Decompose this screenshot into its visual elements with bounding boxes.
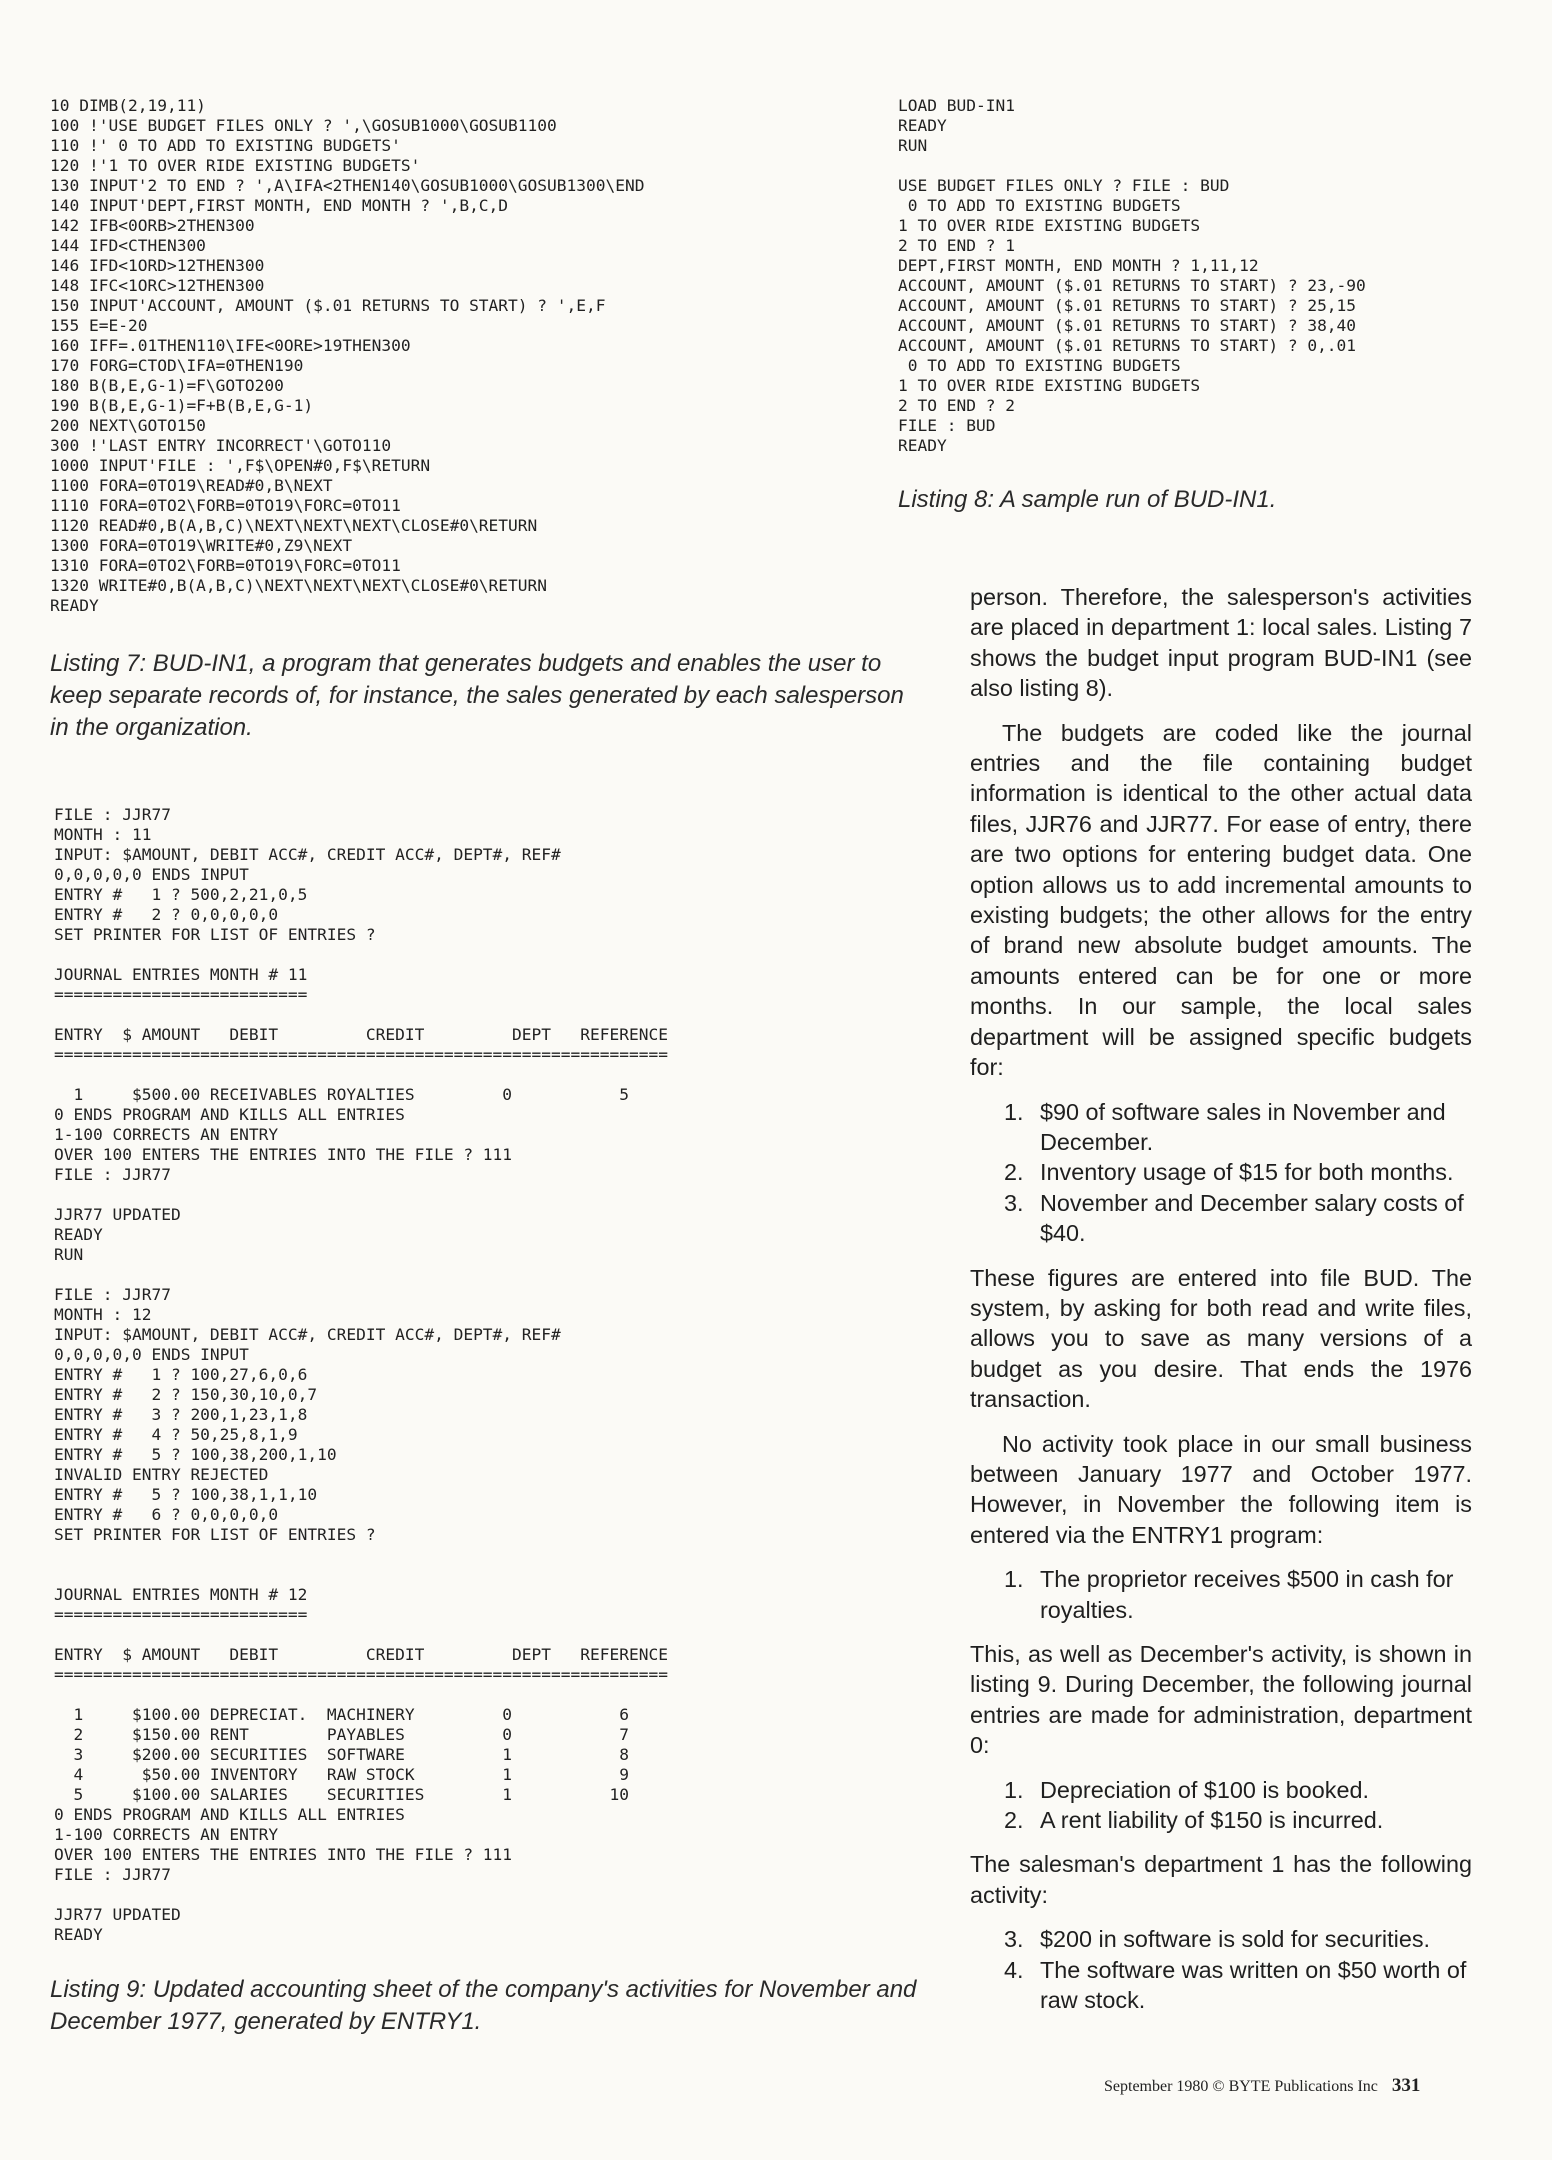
code-line: 146 IFD<1ORD>12THEN300 — [50, 256, 265, 275]
code-line: =============================================================== — [54, 1665, 668, 1684]
code-line: ENTRY # 2 ? 0,0,0,0,0 — [54, 905, 279, 924]
code-line: FILE : JJR77 — [54, 1165, 171, 1184]
code-line: 180 B(B,E,G-1)=F\GOTO200 — [50, 376, 284, 395]
list-item — [970, 1775, 1472, 1805]
code-line: JOURNAL ENTRIES MONTH # 12 — [54, 1585, 308, 1604]
code-line: 150 INPUT'ACCOUNT, AMOUNT ($.01 RETURNS TO START) ? ',E,F — [50, 296, 606, 315]
paragraph: The budgets are coded like the journal entries and the file containing budget information is identical to the other actual data files, JJR76 and JJR77. For ease of entry, there are two options for entering budget data. One option allows us to add incremental amounts to existing budgets; the other allows for the entry of brand new absolute budget amounts. The amounts entered can be for one or more months. In our sample, the local sales department will be assigned specific budgets for: — [970, 719, 1472, 1081]
page-number: 331 — [1391, 2075, 1421, 2096]
list-item-text: $90 of software sales in November and December. — [1040, 1098, 1446, 1155]
code-line: 1 $500.00 RECEIVABLES ROYALTIES 0 5 — [54, 1085, 629, 1104]
list-item — [970, 1564, 1472, 1625]
list-item-number: 3. — [1004, 1926, 1024, 1953]
list-item-number: 1. — [1004, 1776, 1024, 1803]
code-line: 1120 READ#0,B(A,B,C)\NEXT\NEXT\NEXT\CLOSE#0\RETURN — [50, 516, 538, 535]
code-line: 170 FORG=CTOD\IFA=0THEN190 — [50, 356, 304, 375]
list-item — [970, 1924, 1472, 1954]
code-line: 3 $200.00 SECURITIES SOFTWARE 1 8 — [54, 1745, 629, 1764]
november-list — [970, 1564, 1472, 1625]
code-line: 1-100 CORRECTS AN ENTRY — [54, 1825, 279, 1844]
listing-8-caption: Listing 8: A sample run of BUD-IN1. — [898, 486, 1277, 513]
code-line: 1 TO OVER RIDE EXISTING BUDGETS — [898, 376, 1201, 395]
code-line: ========================== — [54, 985, 308, 1004]
code-line: INVALID ENTRY REJECTED — [54, 1465, 269, 1484]
listing-9-caption: Listing 9: Updated accounting sheet of the company's activities for November and December 1977, generated by ENTRY1. — [50, 1976, 917, 2035]
code-line: 190 B(B,E,G-1)=F+B(B,E,G-1) — [50, 396, 314, 415]
code-line: ACCOUNT, AMOUNT ($.01 RETURNS TO START) ? 0,.01 — [898, 336, 1357, 355]
code-line: 160 IFF=.01THEN110\IFE<0ORE>19THEN300 — [50, 336, 411, 355]
code-line: OVER 100 ENTERS THE ENTRIES INTO THE FILE ? 111 — [54, 1145, 513, 1164]
list-item-number: 2. — [1004, 1159, 1024, 1186]
code-line: 0 ENDS PROGRAM AND KILLS ALL ENTRIES — [54, 1105, 405, 1124]
list-item-number: 2. — [1004, 1807, 1024, 1834]
code-line: 2 TO END ? 1 — [898, 236, 1015, 255]
list-item-text: The proprietor receives $500 in cash for royalties. — [1040, 1566, 1454, 1623]
list-item-number: 1. — [1004, 1098, 1024, 1125]
code-line: MONTH : 11 — [54, 825, 152, 844]
code-line: ENTRY # 5 ? 100,38,200,1,10 — [54, 1445, 337, 1464]
code-line: FILE : JJR77 — [54, 805, 171, 824]
list-item — [970, 1805, 1472, 1835]
code-line: 100 !'USE BUDGET FILES ONLY ? ',\GOSUB1000\GOSUB1100 — [50, 116, 557, 135]
code-line: 0,0,0,0,0 ENDS INPUT — [54, 1345, 249, 1364]
budget-list — [970, 1097, 1472, 1249]
code-line: ENTRY # 5 ? 100,38,1,1,10 — [54, 1485, 318, 1504]
code-line: 4 $50.00 INVENTORY RAW STOCK 1 9 — [54, 1765, 629, 1784]
code-line: =============================================================== — [54, 1045, 668, 1064]
list-item-text: November and December salary costs of $40. — [1040, 1189, 1464, 1247]
paragraph: No activity took place in our small business between January 1977 and October 1977. However, in November the following item is entered via the ENTRY1 program: — [970, 1430, 1472, 1548]
code-line: 1000 INPUT'FILE : ',F$\OPEN#0,F$\RETURN — [50, 456, 431, 475]
code-line: 0 TO ADD TO EXISTING BUDGETS — [898, 356, 1181, 375]
code-line: FILE : JJR77 — [54, 1865, 171, 1884]
code-line: MONTH : 12 — [54, 1305, 152, 1324]
code-line: ACCOUNT, AMOUNT ($.01 RETURNS TO START) ? 23,-90 — [898, 276, 1366, 295]
code-line: 200 NEXT\GOTO150 — [50, 416, 206, 435]
code-line: INPUT: $AMOUNT, DEBIT ACC#, CREDIT ACC#, DEPT#, REF# — [54, 845, 561, 864]
code-line: 0 TO ADD TO EXISTING BUDGETS — [898, 196, 1181, 215]
code-line: 2 $150.00 RENT PAYABLES 0 7 — [54, 1725, 629, 1744]
paragraph: This, as well as December's activity, is shown in listing 9. During December, the following journal entries are made for administration, department 0: — [970, 1641, 1472, 1759]
code-line: 110 !' 0 TO ADD TO EXISTING BUDGETS' — [50, 136, 401, 155]
code-line: ENTRY $ AMOUNT DEBIT CREDIT DEPT REFERENCE — [54, 1645, 668, 1664]
list-item-number: 1. — [1004, 1566, 1024, 1593]
code-line: 1 $100.00 DEPRECIAT. MACHINERY 0 6 — [54, 1705, 629, 1724]
paragraph: These figures are entered into file BUD. The system, by asking for both read and write files, allows you to save as many versions of a budget as you desire. That ends the 1976 transaction. — [970, 1264, 1472, 1413]
code-line: JOURNAL ENTRIES MONTH # 11 — [54, 965, 308, 984]
listing-9-code — [54, 805, 914, 1945]
code-line: READY — [898, 116, 947, 135]
code-line: 140 INPUT'DEPT,FIRST MONTH, END MONTH ? ',B,C,D — [50, 196, 509, 215]
code-line: ENTRY # 6 ? 0,0,0,0,0 — [54, 1505, 279, 1524]
list-item-text: Depreciation of $100 is booked. — [1040, 1776, 1369, 1803]
code-line: ENTRY # 1 ? 500,2,21,0,5 — [54, 885, 308, 904]
list-item — [970, 1955, 1472, 2016]
list-item-number: 3. — [1004, 1189, 1024, 1216]
code-line: 144 IFD<CTHEN300 — [50, 236, 206, 255]
code-line: ACCOUNT, AMOUNT ($.01 RETURNS TO START) ? 25,15 — [898, 296, 1357, 315]
code-line: USE BUDGET FILES ONLY ? FILE : BUD — [898, 176, 1230, 195]
code-line: 155 E=E-20 — [50, 316, 148, 335]
admin-activity-list — [970, 1775, 1472, 1836]
code-line: 10 DIMB(2,19,11) — [50, 96, 206, 115]
code-line: 2 TO END ? 2 — [898, 396, 1015, 415]
code-line: JJR77 UPDATED — [54, 1205, 181, 1224]
code-line: 1-100 CORRECTS AN ENTRY — [54, 1125, 279, 1144]
code-line: READY — [50, 596, 99, 615]
code-line: OVER 100 ENTERS THE ENTRIES INTO THE FILE ? 111 — [54, 1845, 513, 1864]
paragraph: person. Therefore, the salesperson's activities are placed in department 1: local sales. Listing 7 shows the budget input program BUD-IN1 (see also listing 8). — [970, 584, 1472, 702]
code-line: 1 TO OVER RIDE EXISTING BUDGETS — [898, 216, 1201, 235]
code-line: 0 ENDS PROGRAM AND KILLS ALL ENTRIES — [54, 1805, 405, 1824]
list-item-text: Inventory usage of $15 for both months. — [1040, 1159, 1454, 1186]
code-line: 1100 FORA=0TO19\READ#0,B\NEXT — [50, 476, 333, 495]
listing-8-code — [898, 96, 1518, 456]
code-line: FILE : JJR77 — [54, 1285, 171, 1304]
page-footer — [1104, 2075, 1474, 2097]
code-line: 1300 FORA=0TO19\WRITE#0,Z9\NEXT — [50, 536, 353, 555]
code-line: DEPT,FIRST MONTH, END MONTH ? 1,11,12 — [898, 256, 1259, 275]
code-line: INPUT: $AMOUNT, DEBIT ACC#, CREDIT ACC#, DEPT#, REF# — [54, 1325, 561, 1344]
code-line: 148 IFC<1ORC>12THEN300 — [50, 276, 265, 295]
sales-activity-list — [970, 1924, 1472, 2015]
code-line: SET PRINTER FOR LIST OF ENTRIES ? — [54, 925, 376, 944]
list-item — [970, 1188, 1472, 1249]
code-line: 1110 FORA=0TO2\FORB=0TO19\FORC=0TO11 — [50, 496, 401, 515]
code-line: FILE : BUD — [898, 416, 996, 435]
code-line: ACCOUNT, AMOUNT ($.01 RETURNS TO START) ? 38,40 — [898, 316, 1357, 335]
code-line: 130 INPUT'2 TO END ? ',A\IFA<2THEN140\GOSUB1000\GOSUB1300\END — [50, 176, 645, 195]
code-line: RUN — [54, 1245, 84, 1264]
list-item — [970, 1157, 1472, 1187]
code-line: READY — [898, 436, 947, 455]
listing-7-code — [50, 96, 910, 616]
list-item-number: 4. — [1004, 1956, 1024, 1983]
article-body — [970, 582, 1472, 2029]
code-line: ENTRY # 1 ? 100,27,6,0,6 — [54, 1365, 308, 1384]
code-line: 300 !'LAST ENTRY INCORRECT'\GOTO110 — [50, 436, 392, 455]
code-line: RUN — [898, 136, 928, 155]
code-line: 120 !'1 TO OVER RIDE EXISTING BUDGETS' — [50, 156, 421, 175]
code-line: LOAD BUD-IN1 — [898, 96, 1015, 115]
code-line: ENTRY # 4 ? 50,25,8,1,9 — [54, 1425, 298, 1444]
code-line: 0,0,0,0,0 ENDS INPUT — [54, 865, 249, 884]
paragraph: The salesman's department 1 has the following activity: — [970, 1851, 1472, 1908]
code-line: ========================== — [54, 1605, 308, 1624]
code-line: 142 IFB<0ORB>2THEN300 — [50, 216, 255, 235]
code-line: READY — [54, 1925, 103, 1944]
list-item-text: A rent liability of $150 is incurred. — [1040, 1807, 1384, 1834]
code-line: ENTRY # 3 ? 200,1,23,1,8 — [54, 1405, 308, 1424]
code-line: SET PRINTER FOR LIST OF ENTRIES ? — [54, 1525, 376, 1544]
code-line: READY — [54, 1225, 103, 1244]
code-line: 5 $100.00 SALARIES SECURITIES 1 10 — [54, 1785, 629, 1804]
code-line: ENTRY # 2 ? 150,30,10,0,7 — [54, 1385, 318, 1404]
code-line: 1310 FORA=0TO2\FORB=0TO19\FORC=0TO11 — [50, 556, 401, 575]
list-item-text: $200 in software is sold for securities. — [1040, 1926, 1431, 1953]
list-item-text: The software was written on $50 worth of raw stock. — [1040, 1956, 1467, 2014]
listing-7-caption: Listing 7: BUD-IN1, a program that generates budgets and enables the user to keep separate records of, for instance, the sales generated by each salesperson in the organization. — [50, 650, 904, 741]
code-line: 1320 WRITE#0,B(A,B,C)\NEXT\NEXT\NEXT\CLOSE#0\RETURN — [50, 576, 548, 595]
code-line: ENTRY $ AMOUNT DEBIT CREDIT DEPT REFERENCE — [54, 1025, 668, 1044]
code-line: JJR77 UPDATED — [54, 1905, 181, 1924]
footer-credit: September 1980 © BYTE Publications Inc — [1104, 2078, 1378, 2095]
list-item — [970, 1097, 1472, 1158]
